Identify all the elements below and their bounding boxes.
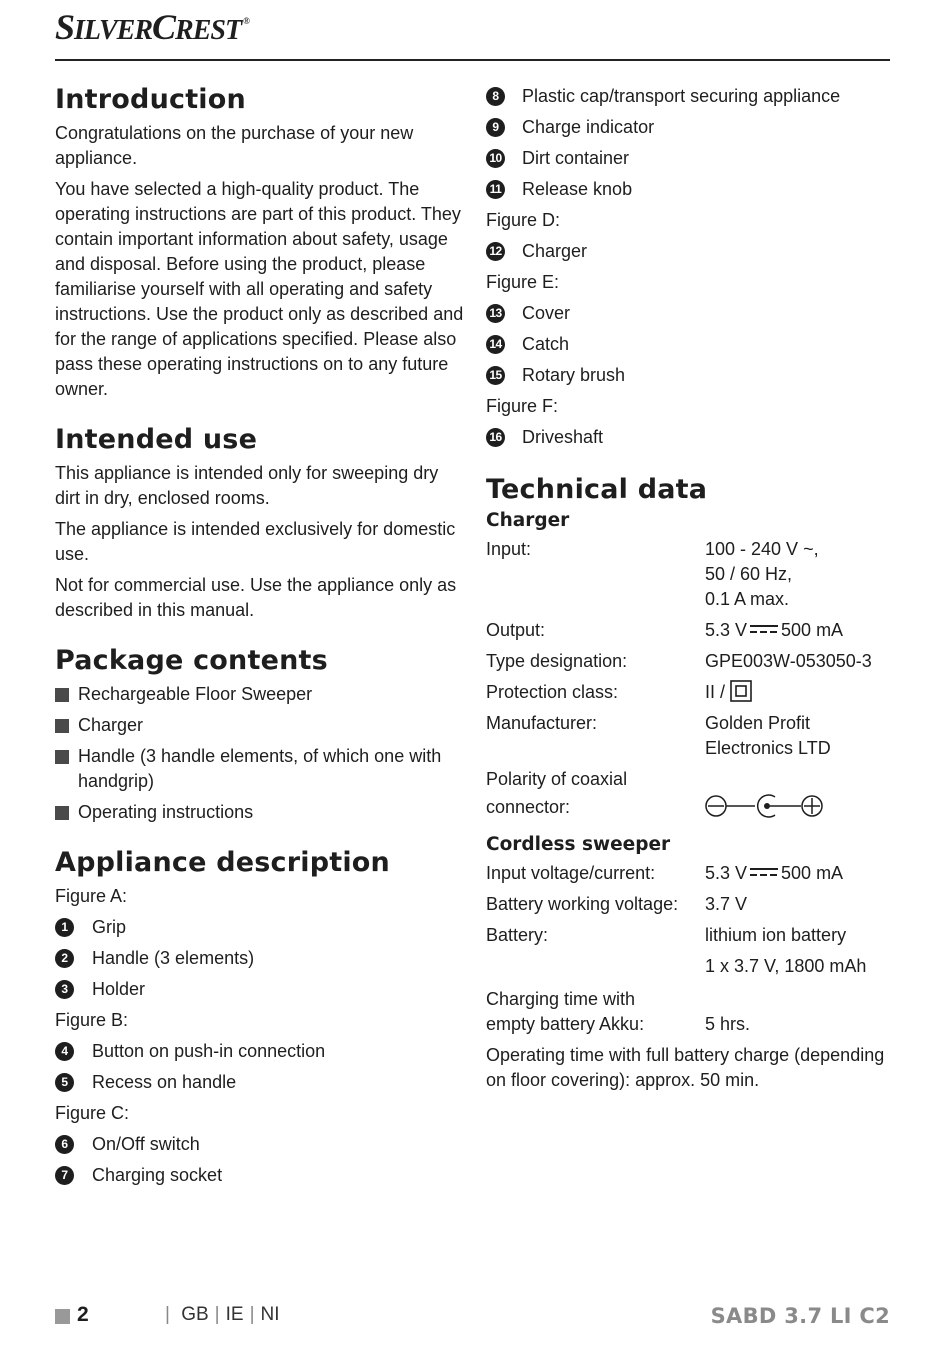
spec-row xyxy=(486,680,891,705)
spec-value: 5.3 V 500 mA xyxy=(705,620,844,640)
page-number: 2 xyxy=(77,1303,89,1326)
language-codes: | GB | IE | NI xyxy=(165,1304,280,1325)
number-badge-icon: 9 xyxy=(486,118,505,137)
bullet-square-icon xyxy=(55,806,69,820)
spec-row xyxy=(486,792,891,827)
spec-row xyxy=(486,987,891,1037)
spec-row xyxy=(486,618,891,643)
number-badge-icon: 1 xyxy=(55,918,74,937)
left-column xyxy=(55,84,465,1210)
list-item: 4 Button on push-in connection xyxy=(55,1039,465,1064)
registered-mark: ® xyxy=(243,16,249,26)
paragraph: Operating time with full battery charge (depending on floor covering): approx. 50 min. xyxy=(486,1045,885,1090)
spec-value: GPE003W-053050-3 xyxy=(705,651,872,671)
spec-key: Manufacturer: xyxy=(486,713,598,733)
page-marker-icon xyxy=(55,1309,70,1324)
number-badge-icon: 8 xyxy=(486,87,505,106)
list-item: 9 Charge indicator xyxy=(486,115,891,140)
spec-value: 3.7 V xyxy=(705,894,748,914)
list-item: Rechargeable Floor Sweeper xyxy=(55,682,465,707)
list-item: 14 Catch xyxy=(486,332,891,357)
spec-key: Type designation: xyxy=(486,651,628,671)
paragraph: Congratulations on the purchase of your new appliance. xyxy=(55,123,414,168)
section-title: Introduction xyxy=(55,84,246,115)
list-item: Charger xyxy=(55,713,465,738)
brand-logo xyxy=(55,6,249,48)
subsection-title: Charger xyxy=(486,510,570,531)
subsection-title: Cordless sweeper xyxy=(486,834,671,855)
logo-text: ILVER xyxy=(74,15,153,46)
logo-letter: C xyxy=(152,7,176,47)
spec-row xyxy=(486,923,891,979)
list-item: 12 Charger xyxy=(486,239,891,264)
polarity-connector-icon xyxy=(705,792,827,820)
spec-value: 5.3 V 500 mA xyxy=(705,863,844,883)
paragraph: You have selected a high-quality product. The operating instructions are part of this product. They contain important information about safety, usage and disposal. Before using the product, please familiarise yourself with all operating and safety instructions. Use the product only as described and for the range of applications specified. Please also pass these operating instructions on to any future owner. xyxy=(55,179,464,399)
spec-row xyxy=(486,861,891,886)
number-badge-icon: 15 xyxy=(486,366,505,385)
list-item: 6 On/Off switch xyxy=(55,1132,465,1157)
list-item: Handle (3 handle elements, of which one with handgrip) xyxy=(55,744,465,794)
section-title: Appliance description xyxy=(55,847,390,878)
list-item: 11 Release knob xyxy=(486,177,891,202)
list-item: 8 Plastic cap/transport securing appliance xyxy=(486,84,891,109)
header-divider xyxy=(55,59,890,61)
list-item: 2 Handle (3 elements) xyxy=(55,946,465,971)
spec-key: Battery: xyxy=(486,925,549,945)
list-item: 5 Recess on handle xyxy=(55,1070,465,1095)
package-contents-section xyxy=(55,645,465,825)
bullet-square-icon xyxy=(55,719,69,733)
number-badge-icon: 4 xyxy=(55,1042,74,1061)
spec-row xyxy=(486,711,891,761)
paragraph: The appliance is intended exclusively for domestic use. xyxy=(55,519,456,564)
section-title: Package contents xyxy=(55,645,328,676)
spec-key: Input: xyxy=(486,539,532,559)
number-badge-icon: 2 xyxy=(55,949,74,968)
spec-key: Protection class: xyxy=(486,682,619,702)
package-list xyxy=(55,682,465,825)
figure-label: Figure C: xyxy=(55,1103,130,1123)
protection-class-ii-icon xyxy=(730,680,752,702)
spec-value: lithium ion battery 1 x 3.7 V, 1800 mAh xyxy=(705,925,867,976)
list-item: 16 Driveshaft xyxy=(486,425,891,450)
dc-current-icon xyxy=(750,624,778,634)
list-item: 3 Holder xyxy=(55,977,465,1002)
intended-use-section xyxy=(55,424,465,623)
section-title: Technical data xyxy=(486,474,708,505)
paragraph: This appliance is intended only for sweeping dry dirt in dry, enclosed rooms. xyxy=(55,463,439,508)
figure-label: Figure B: xyxy=(55,1010,129,1030)
technical-data-section xyxy=(486,474,891,1093)
spec-row xyxy=(486,649,891,674)
number-badge-icon: 11 xyxy=(486,180,505,199)
spec-key: Charging time with empty battery Akku: xyxy=(486,989,645,1034)
spec-key: Output: xyxy=(486,620,546,640)
spec-value xyxy=(705,792,827,827)
right-column xyxy=(486,84,891,1099)
appliance-description-section xyxy=(55,847,465,1188)
number-badge-icon: 14 xyxy=(486,335,505,354)
list-item: 1 Grip xyxy=(55,915,465,940)
section-title: Intended use xyxy=(55,424,258,455)
number-badge-icon: 3 xyxy=(55,980,74,999)
dc-current-icon xyxy=(750,867,778,877)
spec-key: Polarity of coaxial xyxy=(486,769,628,789)
logo-text: REST xyxy=(175,15,242,46)
spec-key: Battery working voltage: xyxy=(486,894,679,914)
bullet-square-icon xyxy=(55,750,69,764)
introduction-section xyxy=(55,84,465,402)
figure-label: Figure D: xyxy=(486,210,561,230)
number-badge-icon: 13 xyxy=(486,304,505,323)
spec-row xyxy=(486,537,891,612)
number-badge-icon: 6 xyxy=(55,1135,74,1154)
figure-label: Figure F: xyxy=(486,396,559,416)
number-badge-icon: 7 xyxy=(55,1166,74,1185)
spec-key: Input voltage/current: xyxy=(486,863,656,883)
paragraph: Not for commercial use. Use the appliance only as described in this manual. xyxy=(55,575,457,620)
figure-label: Figure A: xyxy=(55,886,128,906)
spec-row xyxy=(486,892,891,917)
logo-letter: S xyxy=(55,7,75,47)
list-item: Operating instructions xyxy=(55,800,465,825)
figure-label: Figure E: xyxy=(486,272,560,292)
page-footer xyxy=(55,1302,890,1332)
spec-value: Golden Profit Electronics LTD xyxy=(705,713,831,758)
spec-value: 5 hrs. xyxy=(705,1014,751,1034)
model-number: SABD 3.7 LI C2 xyxy=(710,1304,890,1328)
spec-value: 100 - 240 V ~, 50 / 60 Hz, 0.1 A max. xyxy=(705,539,819,609)
list-item: 15 Rotary brush xyxy=(486,363,891,388)
list-item: 10 Dirt container xyxy=(486,146,891,171)
list-item: 7 Charging socket xyxy=(55,1163,465,1188)
bullet-square-icon xyxy=(55,688,69,702)
number-badge-icon: 12 xyxy=(486,242,505,261)
number-badge-icon: 5 xyxy=(55,1073,74,1092)
spec-value: II / xyxy=(705,680,891,705)
number-badge-icon: 16 xyxy=(486,428,505,447)
number-badge-icon: 10 xyxy=(486,149,505,168)
list-item: 13 Cover xyxy=(486,301,891,326)
spec-key: connector: xyxy=(486,797,571,817)
